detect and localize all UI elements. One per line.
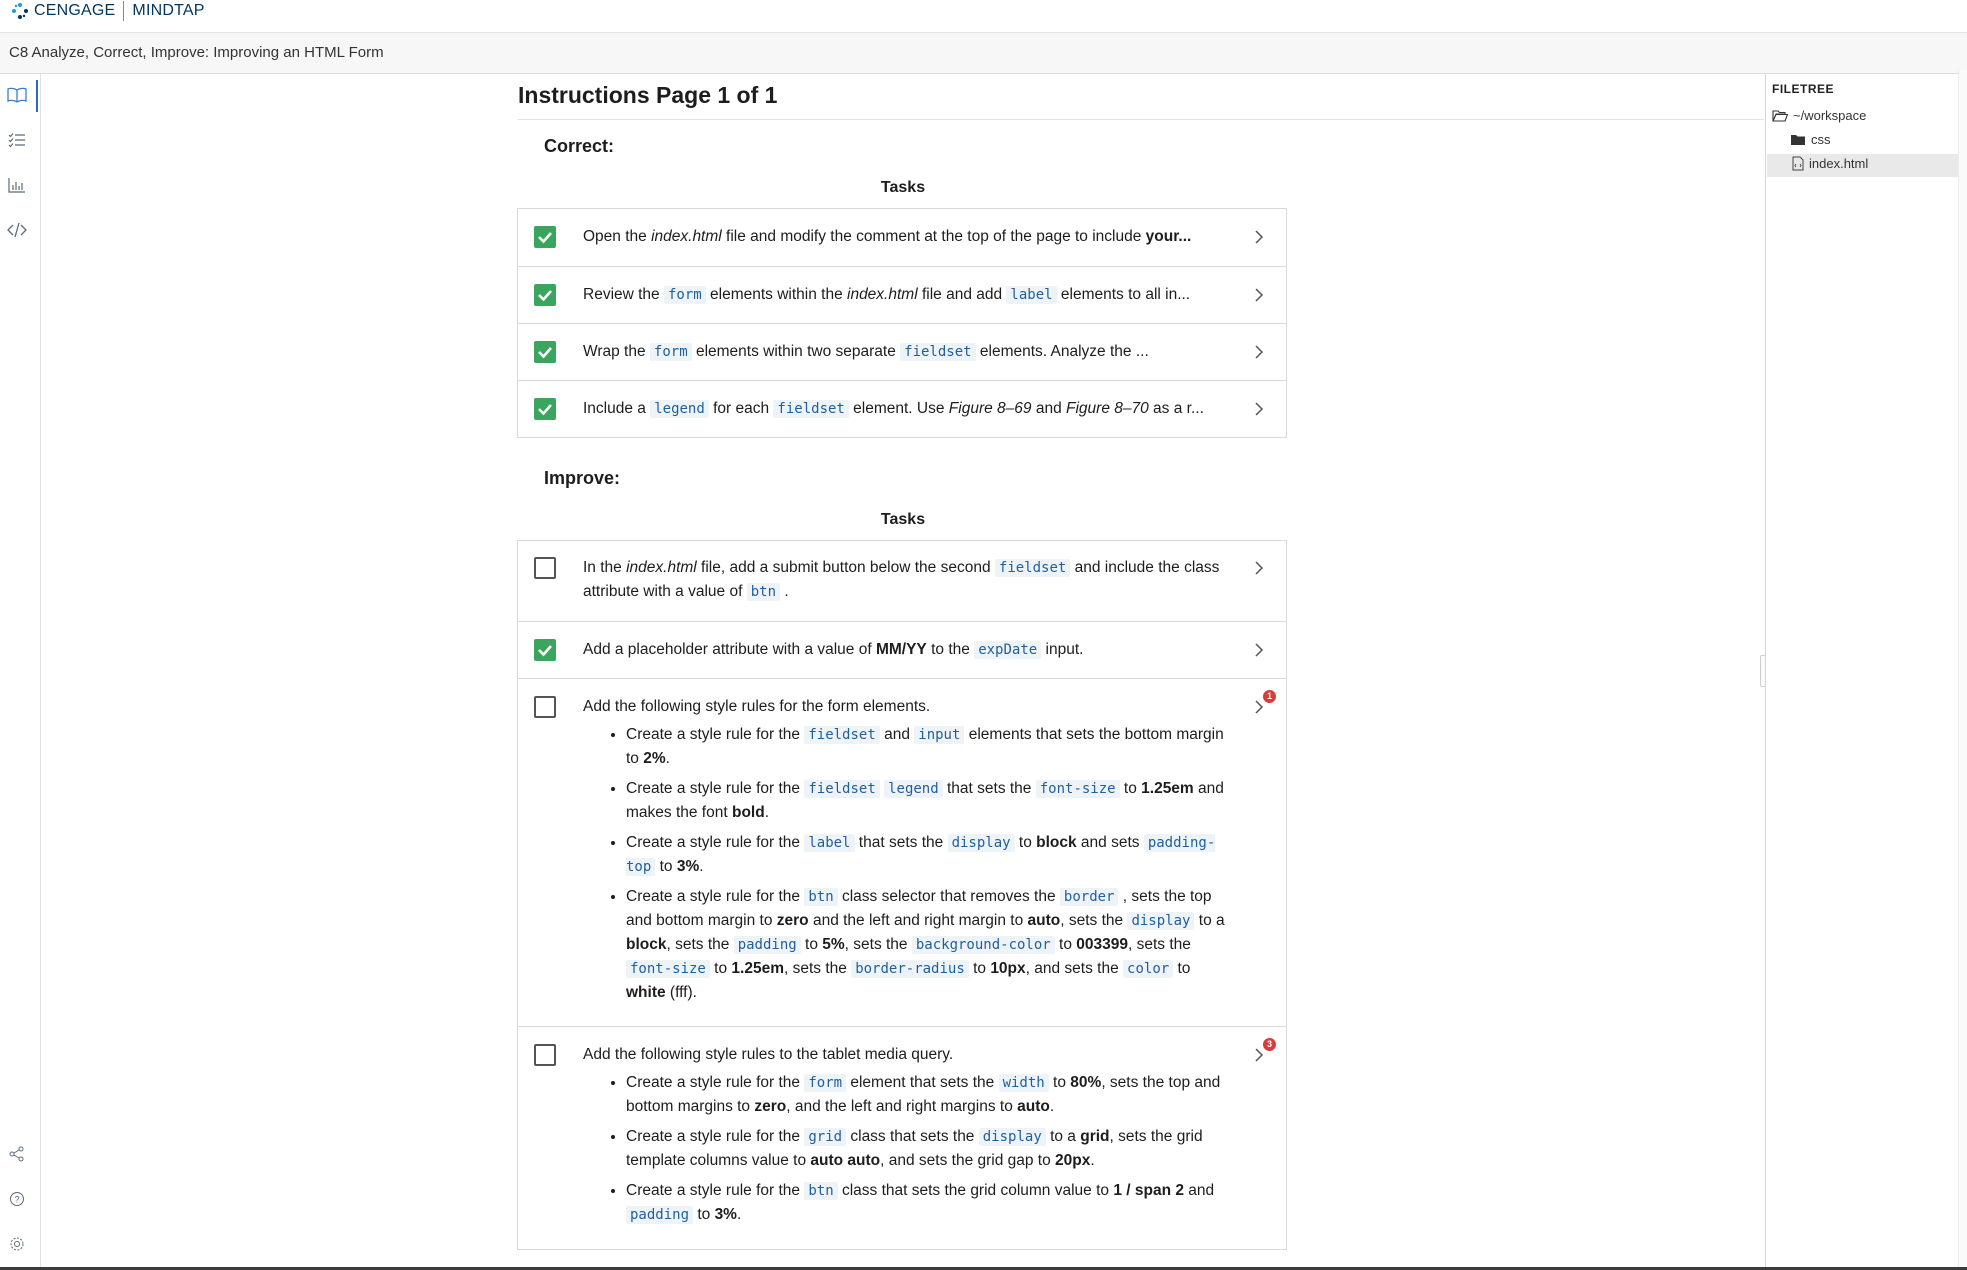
improve-task-list <box>517 540 1287 1250</box>
rail-active-indicator <box>36 80 38 112</box>
folder-open-icon <box>1772 110 1788 122</box>
task-checkbox[interactable] <box>534 284 556 306</box>
assignment-title: C8 Analyze, Correct, Improve: Improving an HTML Form <box>9 44 384 61</box>
checkmark-icon <box>534 398 556 420</box>
list-item: • Create a style rule for the fieldset legend that sets the font-size to 1.25em and makes the font bold. <box>626 777 1226 825</box>
task-checkbox[interactable] <box>534 557 556 579</box>
task-row[interactable] <box>518 209 1286 266</box>
top-bar <box>0 0 1967 33</box>
checkmark-icon <box>534 226 556 248</box>
instructions-panel <box>41 74 1764 1270</box>
filetree-folder-label: css <box>1811 132 1831 147</box>
list-item: • Create a style rule for the label that sets the display to block and sets padding-top to 3%. <box>626 831 1226 879</box>
task-checkbox[interactable] <box>534 398 556 420</box>
filetree-file-index[interactable] <box>1792 156 1868 171</box>
checkmark-icon <box>534 284 556 306</box>
folder-icon <box>1790 134 1806 146</box>
task-text: Add the following style rules for the form elements. • Create a style rule for the fieldset and input elements that sets the bottom margin to 2%. • Create a style rule for the fieldset legend that sets the font-size to 1.25em and makes the font bold. • Create a style rule for the label that sets the display to block and sets padding-top to 3%. • Create a style rule for the btn class selector that removes the border , sets the top and bottom margin to zero and the left and right margin to auto, sets the display to a block, sets the padding to 5%, sets the background-color to 003399, sets the font-size to 1.25em, sets the border-radius to 10px, and sets the color to white (fff). <box>583 695 1226 1011</box>
chevron-right-icon[interactable] <box>1252 643 1266 657</box>
list-item: • Create a style rule for the fieldset and input elements that sets the bottom margin to 2%. <box>626 723 1226 771</box>
task-checkbox[interactable] <box>534 639 556 661</box>
task-bullet-list <box>572 723 1226 1005</box>
task-text: In the index.html file, add a submit button below the second fieldset and include the class attribute with a value of btn . <box>583 559 1220 600</box>
task-text: Include a legend for each fieldset element. Use Figure 8–69 and Figure 8–70 as a r... <box>583 400 1204 417</box>
brand-logo[interactable] <box>10 1 205 21</box>
list-item: • Create a style rule for the form element that sets the width to 80%, sets the top and bottom margins to zero, and the left and right margins to auto. <box>626 1071 1226 1119</box>
page-title: Instructions Page 1 of 1 <box>518 82 778 108</box>
checklist-icon[interactable] <box>6 129 28 151</box>
notification-badge: 3 <box>1263 1038 1276 1051</box>
chevron-right-icon[interactable] <box>1252 345 1266 359</box>
task-checkbox[interactable] <box>534 696 556 718</box>
task-row[interactable] <box>518 621 1286 678</box>
chart-icon[interactable] <box>6 174 28 196</box>
task-checkbox[interactable] <box>534 226 556 248</box>
chevron-right-icon[interactable] <box>1252 230 1266 244</box>
task-checkbox[interactable] <box>534 341 556 363</box>
filetree-folder-css[interactable] <box>1790 132 1831 147</box>
task-text: Review the form elements within the index.html file and add label elements to all in... <box>583 286 1191 303</box>
task-text: Add a placeholder attribute with a value of MM/YY to the expDate input. <box>583 641 1084 658</box>
html-file-icon <box>1792 156 1804 171</box>
title-divider <box>518 119 1764 120</box>
task-row-expanded[interactable] <box>518 1026 1286 1248</box>
task-row[interactable] <box>518 541 1286 621</box>
section-heading-improve: Improve: <box>544 468 621 488</box>
brand-mindtap: MINDTAP <box>132 2 205 19</box>
brand-cengage: CENGAGE <box>34 2 116 19</box>
task-row-expanded[interactable] <box>518 678 1286 1026</box>
tasks-heading-correct: Tasks <box>880 179 926 196</box>
assignment-bar <box>0 33 1967 74</box>
help-icon[interactable] <box>6 1188 28 1210</box>
settings-icon[interactable] <box>6 1233 28 1255</box>
chevron-right-icon[interactable] <box>1252 1048 1266 1062</box>
chevron-right-icon[interactable] <box>1252 402 1266 416</box>
notification-badge: 1 <box>1263 690 1276 703</box>
task-checkbox[interactable] <box>534 1044 556 1066</box>
right-scrollbar[interactable] <box>1958 70 1967 1270</box>
task-text: Add the following style rules to the tablet media query. • Create a style rule for the form element that sets the width to 80%, sets the top and bottom margins to zero, and the left and right margins to auto. • Create a style rule for the grid class that sets the display to a grid, sets the grid template columns value to auto auto, and sets the grid gap to 20px. • Create a style rule for the btn class that sets the grid column value to 1 / span 2 and padding to 3%. <box>583 1043 1226 1233</box>
svg-text:?: ? <box>14 1194 20 1205</box>
filetree-panel <box>1765 74 1967 1270</box>
code-icon[interactable] <box>6 219 28 241</box>
left-rail <box>0 74 41 1270</box>
chevron-right-icon[interactable] <box>1252 700 1266 714</box>
tasks-heading-improve: Tasks <box>880 511 926 528</box>
task-bullet-list <box>572 1071 1226 1227</box>
list-item: • Create a style rule for the btn class selector that removes the border , sets the top and bottom margin to zero and the left and right margin to auto, sets the display to a block, sets the padding to 5%, sets the background-color to 003399, sets the font-size to 1.25em, sets the border-radius to 10px, and sets the color to white (fff). <box>626 885 1226 1005</box>
task-text: Open the index.html file and modify the comment at the top of the page to include your... <box>583 228 1192 245</box>
section-heading-correct: Correct: <box>544 136 615 156</box>
list-item: • Create a style rule for the grid class that sets the display to a grid, sets the grid template columns value to auto auto, and sets the grid gap to 20px. <box>626 1125 1226 1173</box>
filetree-file-label: index.html <box>1809 156 1869 171</box>
cengage-logo-icon <box>10 1 30 21</box>
task-row[interactable] <box>518 323 1286 380</box>
task-row[interactable] <box>518 380 1286 437</box>
share-icon[interactable] <box>6 1143 28 1165</box>
list-item: • Create a style rule for the btn class that sets the grid column value to 1 / span 2 and padding to 3%. <box>626 1179 1226 1227</box>
book-icon[interactable] <box>6 84 28 106</box>
task-row[interactable] <box>518 266 1286 323</box>
checkmark-icon <box>534 341 556 363</box>
filetree-root-label: ~/workspace <box>1793 108 1867 123</box>
task-text: Wrap the form elements within two separate fieldset elements. Analyze the ... <box>583 343 1149 360</box>
correct-task-list <box>517 208 1287 438</box>
checkmark-icon <box>534 639 556 661</box>
filetree-title: FILETREE <box>1772 82 1835 96</box>
chevron-right-icon[interactable] <box>1252 561 1266 575</box>
filetree-root[interactable] <box>1772 108 1866 123</box>
brand-divider <box>123 1 124 21</box>
chevron-right-icon[interactable] <box>1252 288 1266 302</box>
